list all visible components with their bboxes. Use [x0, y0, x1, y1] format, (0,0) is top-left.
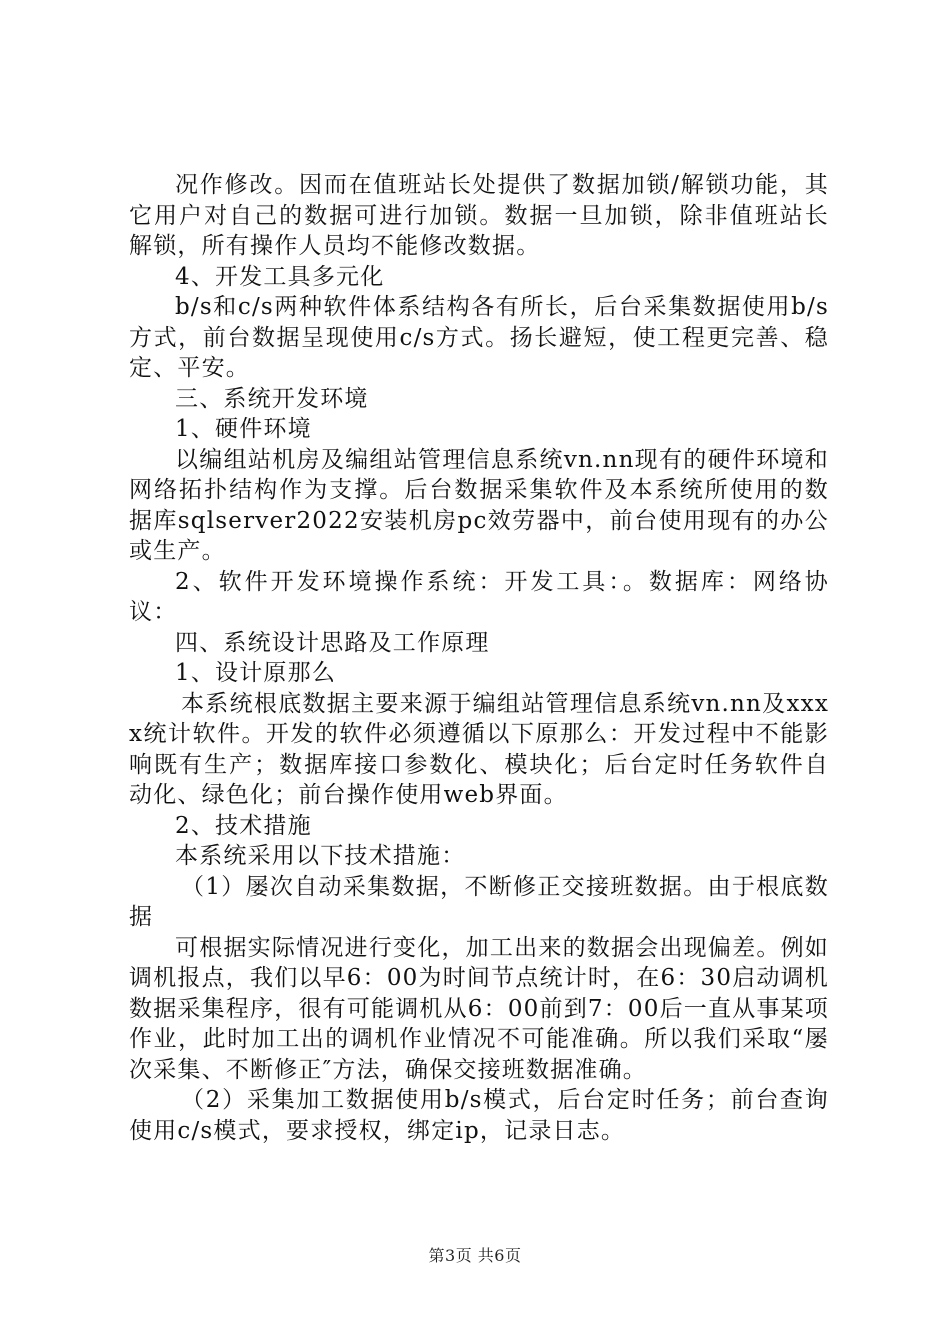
section-heading-design: 四、系统设计思路及工作原理: [175, 629, 490, 656]
paragraph-measure-2: （2）采集加工数据使用b/s模式，后台定时任务；前台查询使用c/s模式，要求授权，绑定ip，记录日志。: [129, 1087, 829, 1144]
paragraph-bs-cs: b/s和c/s两种软件体系结构各有所长，后台采集数据使用b/s方式，前台数据呈现使用c/s方式。扬长避短，使工程更完善、稳定、平安。: [129, 294, 829, 381]
heading-hardware: 1、硬件环境: [175, 416, 312, 442]
heading-tech-measures: 2、技术措施: [175, 812, 312, 839]
paragraph-measure-1: （1）屡次自动采集数据，不断修正交接班数据。由于根底数据: [129, 873, 829, 930]
paragraph-tech-intro: 本系统采用以下技术措施：: [175, 843, 466, 869]
paragraph-hardware: 以编组站机房及编组站管理信息系统vn.nn现有的硬件环境和网络拓扑结构作为支撑。后台数据采集软件及本系统所使用的数据库sqlserver2022安装机房pc效劳器中，前台使用现有的办公或生产。: [129, 446, 829, 564]
heading-design-principles: 1、设计原那么: [175, 660, 337, 686]
paragraph-measure-1-detail: 可根据实际情况进行变化，加工出来的数据会出现偏差。例如调机报点，我们以早6：00为时间节点统计时，在6：30启动调机数据采集程序，很有可能调机从6：00前到7：00后一直从事某项作业，此时加工出的调机作业情况不可能准确。所以我们采取“屡次采集、不断修正″方法，确保交接班数据准确。: [129, 934, 829, 1083]
document-body: [129, 170, 829, 1146]
section-heading-environment: 三、系统开发环境: [175, 385, 369, 412]
paragraph-design-principles: 本系统根底数据主要来源于编组站管理信息系统vn.nn及xxxx统计软件。开发的软件必须遵循以下原那么：开发过程中不能影响既有生产；数据库接口参数化、模块化；后台定时任务软件自动化、绿色化；前台操作使用web界面。: [129, 690, 829, 808]
heading-dev-tools: 4、开发工具多元化: [175, 263, 385, 290]
paragraph-software-env: 2、软件开发环境操作系统：开发工具：。数据库：网络协议：: [129, 568, 829, 625]
page-footer: 第3页 共6页: [428, 1246, 522, 1265]
paragraph-data-lock: 况作修改。因而在值班站长处提供了数据加锁/解锁功能，其它用户对自己的数据可进行加锁。数据一旦加锁，除非值班站长解锁，所有操作人员均不能修改数据。: [129, 172, 829, 259]
